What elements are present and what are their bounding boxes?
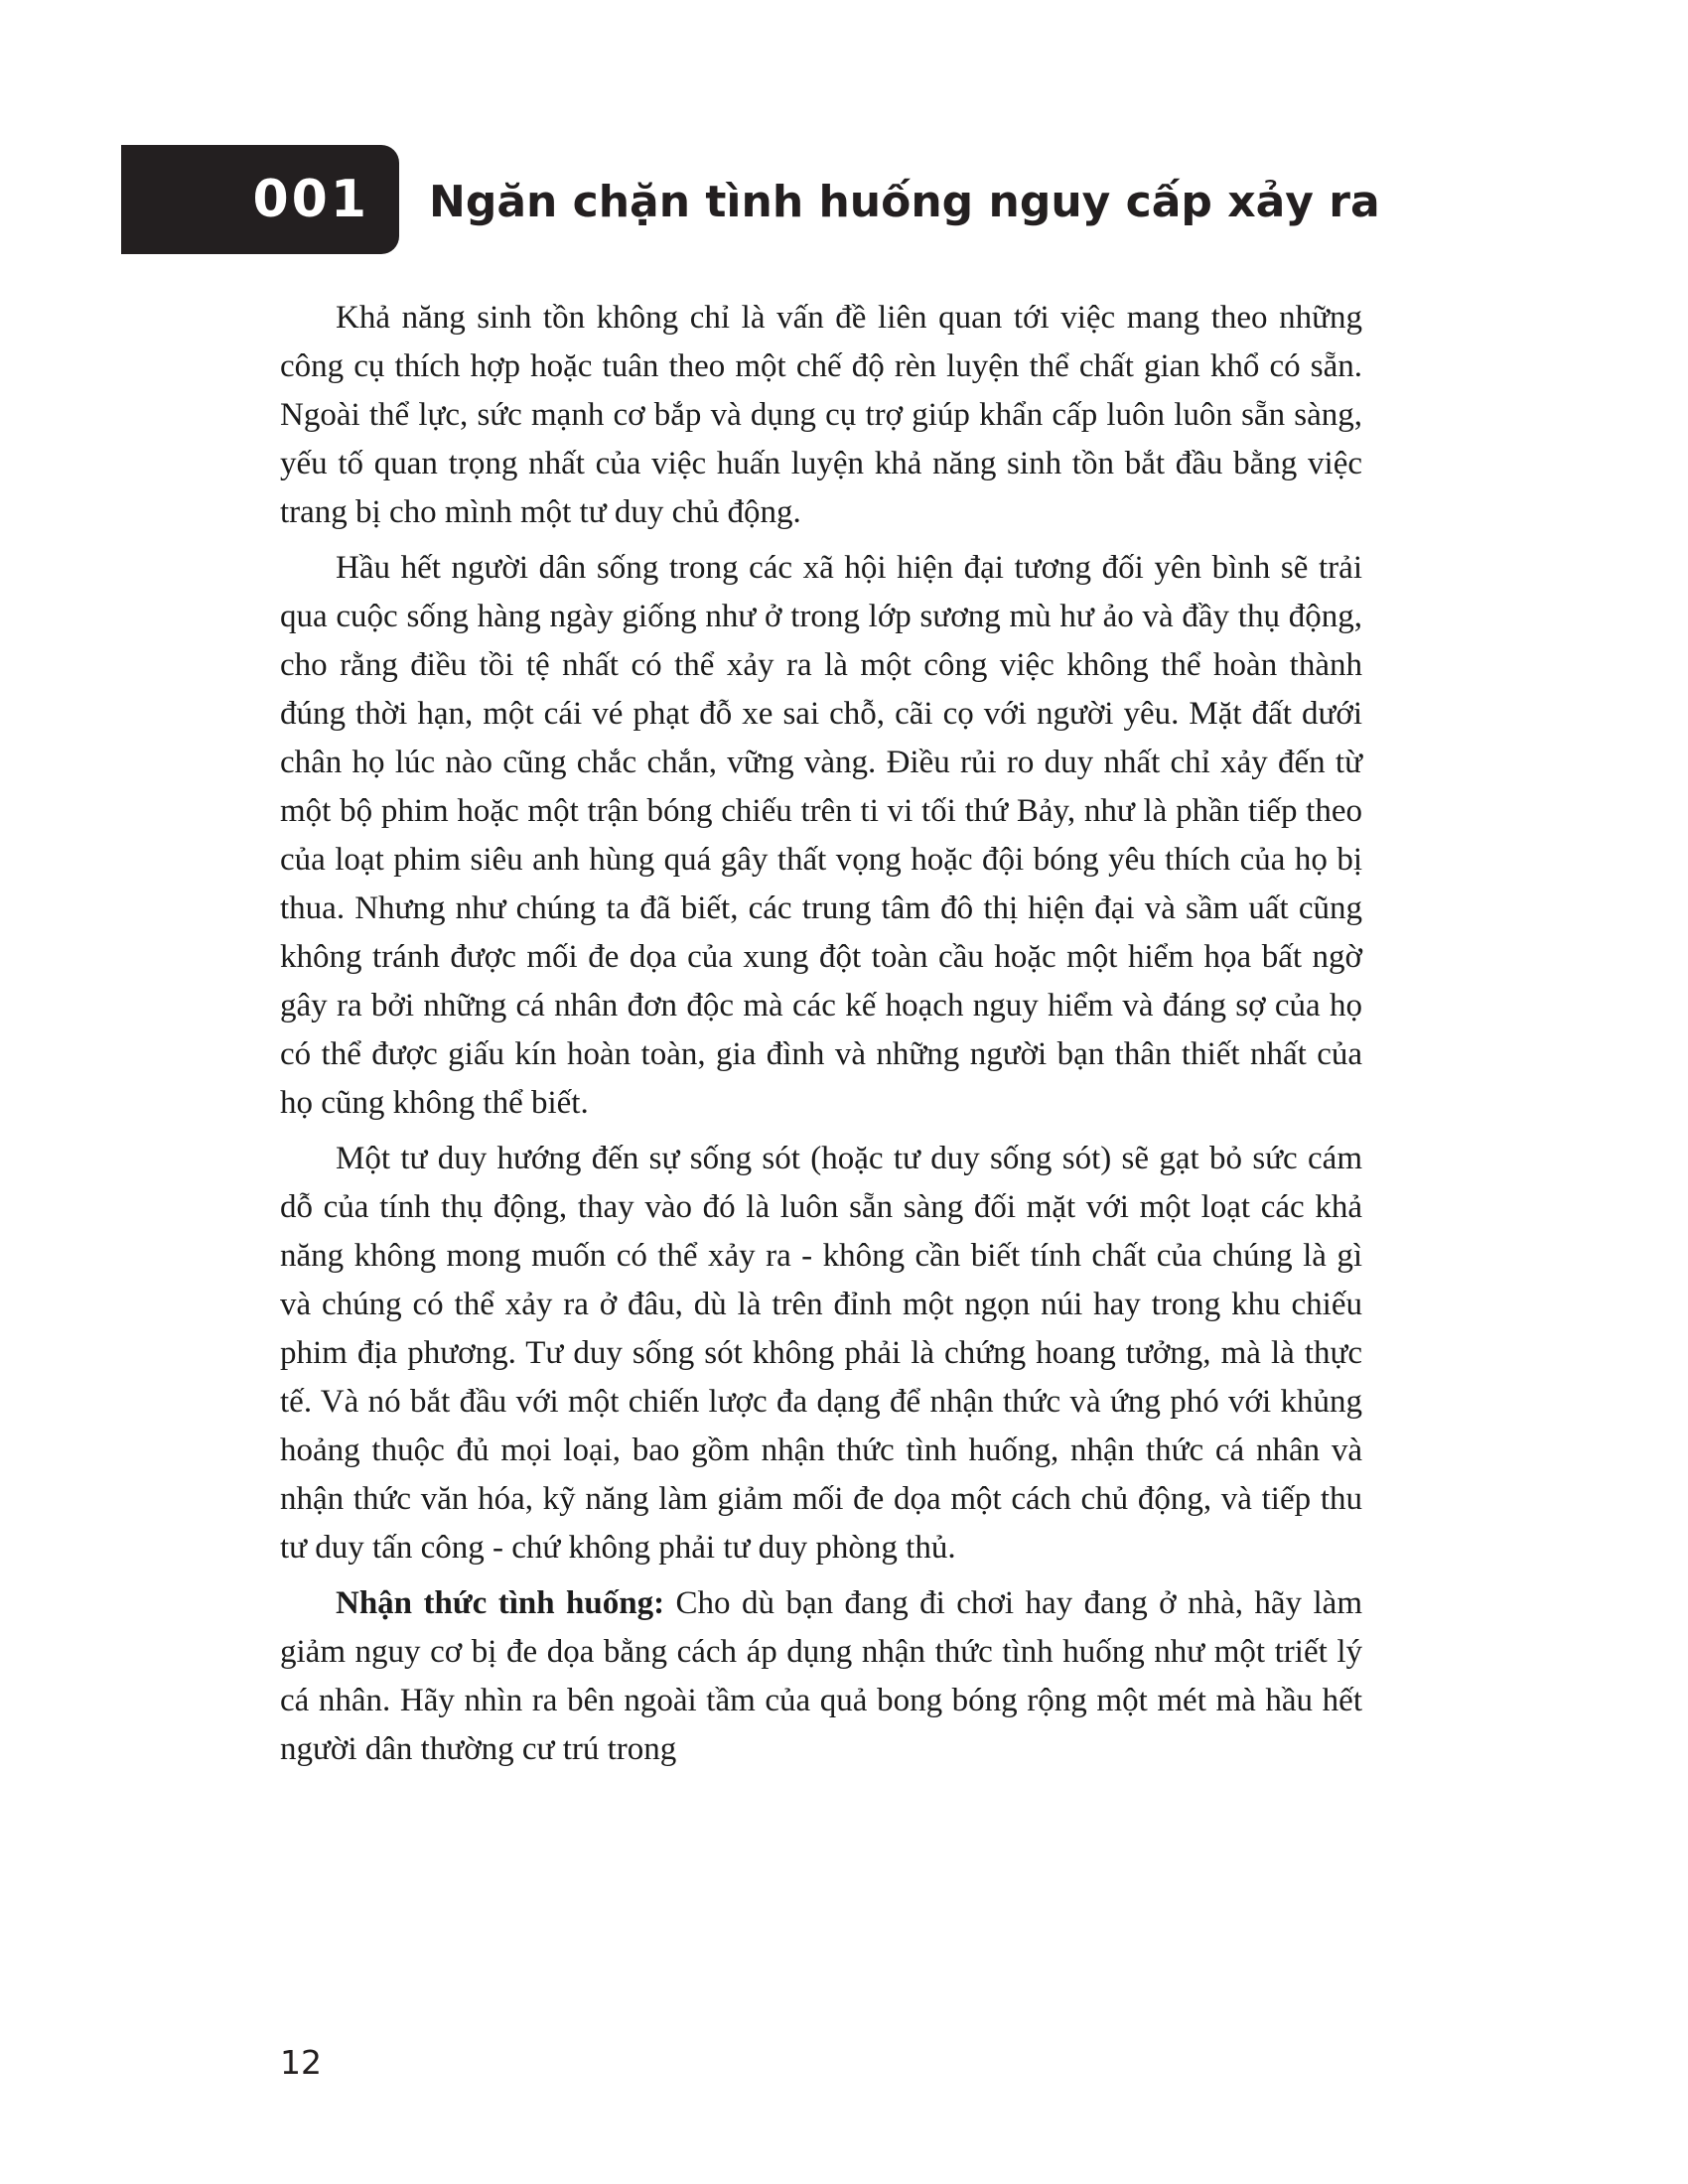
paragraph: Hầu hết người dân sống trong các xã hội hiện đại tương đối yên bình sẽ trải qua cuộc sống hàng ngày giống như ở trong lớp sương mù hư ảo và đầy thụ động, cho rằng điều tồi tệ nhất có thể xảy ra là một công việc không thể hoàn thành đúng thời hạn, một cái vé phạt đỗ xe sai chỗ, cãi cọ với người yêu. Mặt đất dưới chân họ lúc nào cũng chắc chắn, vững vàng. Điều rủi ro duy nhất chỉ xảy đến từ một bộ phim hoặc một trận bóng chiếu trên ti vi tối thứ Bảy, như là phần tiếp theo của loạt phim siêu anh hùng quá gây thất vọng hoặc đội bóng yêu thích của họ bị thua. Nhưng như chúng ta đã biết, các trung tâm đô thị hiện đại và sầm uất cũng không tránh được mối đe dọa của xung đột toàn cầu hoặc một hiểm họa bất ngờ gây ra bởi những cá nhân đơn độc mà các kế hoạch nguy hiểm và đáng sợ của họ có thể được giấu kín hoàn toàn, gia đình và những người bạn thân thiết nhất của họ cũng không thể biết. (280, 550, 1362, 1121)
paragraph-lead-in: Nhận thức tình huống: (336, 1585, 665, 1621)
paragraph: Một tư duy hướng đến sự sống sót (hoặc tư duy sống sót) sẽ gạt bỏ sức cám dỗ của tính thụ động, thay vào đó là luôn sẵn sàng đối mặt với một loạt các khả năng không mong muốn có thể xảy ra - không cần biết tính chất của chúng là gì và chúng có thể xảy ra ở đâu, dù là trên đỉnh một ngọn núi hay trong khu chiếu phim địa phương. Tư duy sống sót không phải là chứng hoang tưởng, mà là thực tế. Và nó bắt đầu với một chiến lược đa dạng để nhận thức và ứng phó với khủng hoảng thuộc đủ mọi loại, bao gồm nhận thức tình huống, nhận thức cá nhân và nhận thức văn hóa, kỹ năng làm giảm mối đe dọa một cách chủ động, và tiếp thu tư duy tấn công - chứ không phải tư duy phòng thủ. (280, 1141, 1362, 1566)
chapter-number: 001 (252, 170, 369, 229)
paragraph: Khả năng sinh tồn không chỉ là vấn đề liên quan tới việc mang theo những công cụ thích hợp hoặc tuân theo một chế độ rèn luyện thể chất gian khổ có sẵn. Ngoài thể lực, sức mạnh cơ bắp và dụng cụ trợ giúp khẩn cấp luôn luôn sẵn sàng, yếu tố quan trọng nhất của việc huấn luyện khả năng sinh tồn bắt đầu bằng việc trang bị cho mình một tư duy chủ động. (280, 300, 1362, 530)
chapter-number-block (121, 145, 399, 254)
chapter-title: Ngăn chặn tình huống nguy cấp xảy ra (429, 177, 1380, 227)
page-number: 12 (280, 2043, 322, 2082)
body-text (280, 294, 1362, 1774)
chapter-header (0, 145, 1390, 254)
paragraph-text: Cho dù bạn đang đi chơi hay đang ở nhà, hãy làm giảm nguy cơ bị đe dọa bằng cách áp dụng nhận thức tình huống như một triết lý cá nhân. Hãy nhìn ra bên ngoài tầm của quả bong bóng rộng một mét mà hầu hết người dân thường cư trú trong (280, 1585, 1362, 1767)
paragraph-situational-awareness (280, 1579, 1362, 1774)
